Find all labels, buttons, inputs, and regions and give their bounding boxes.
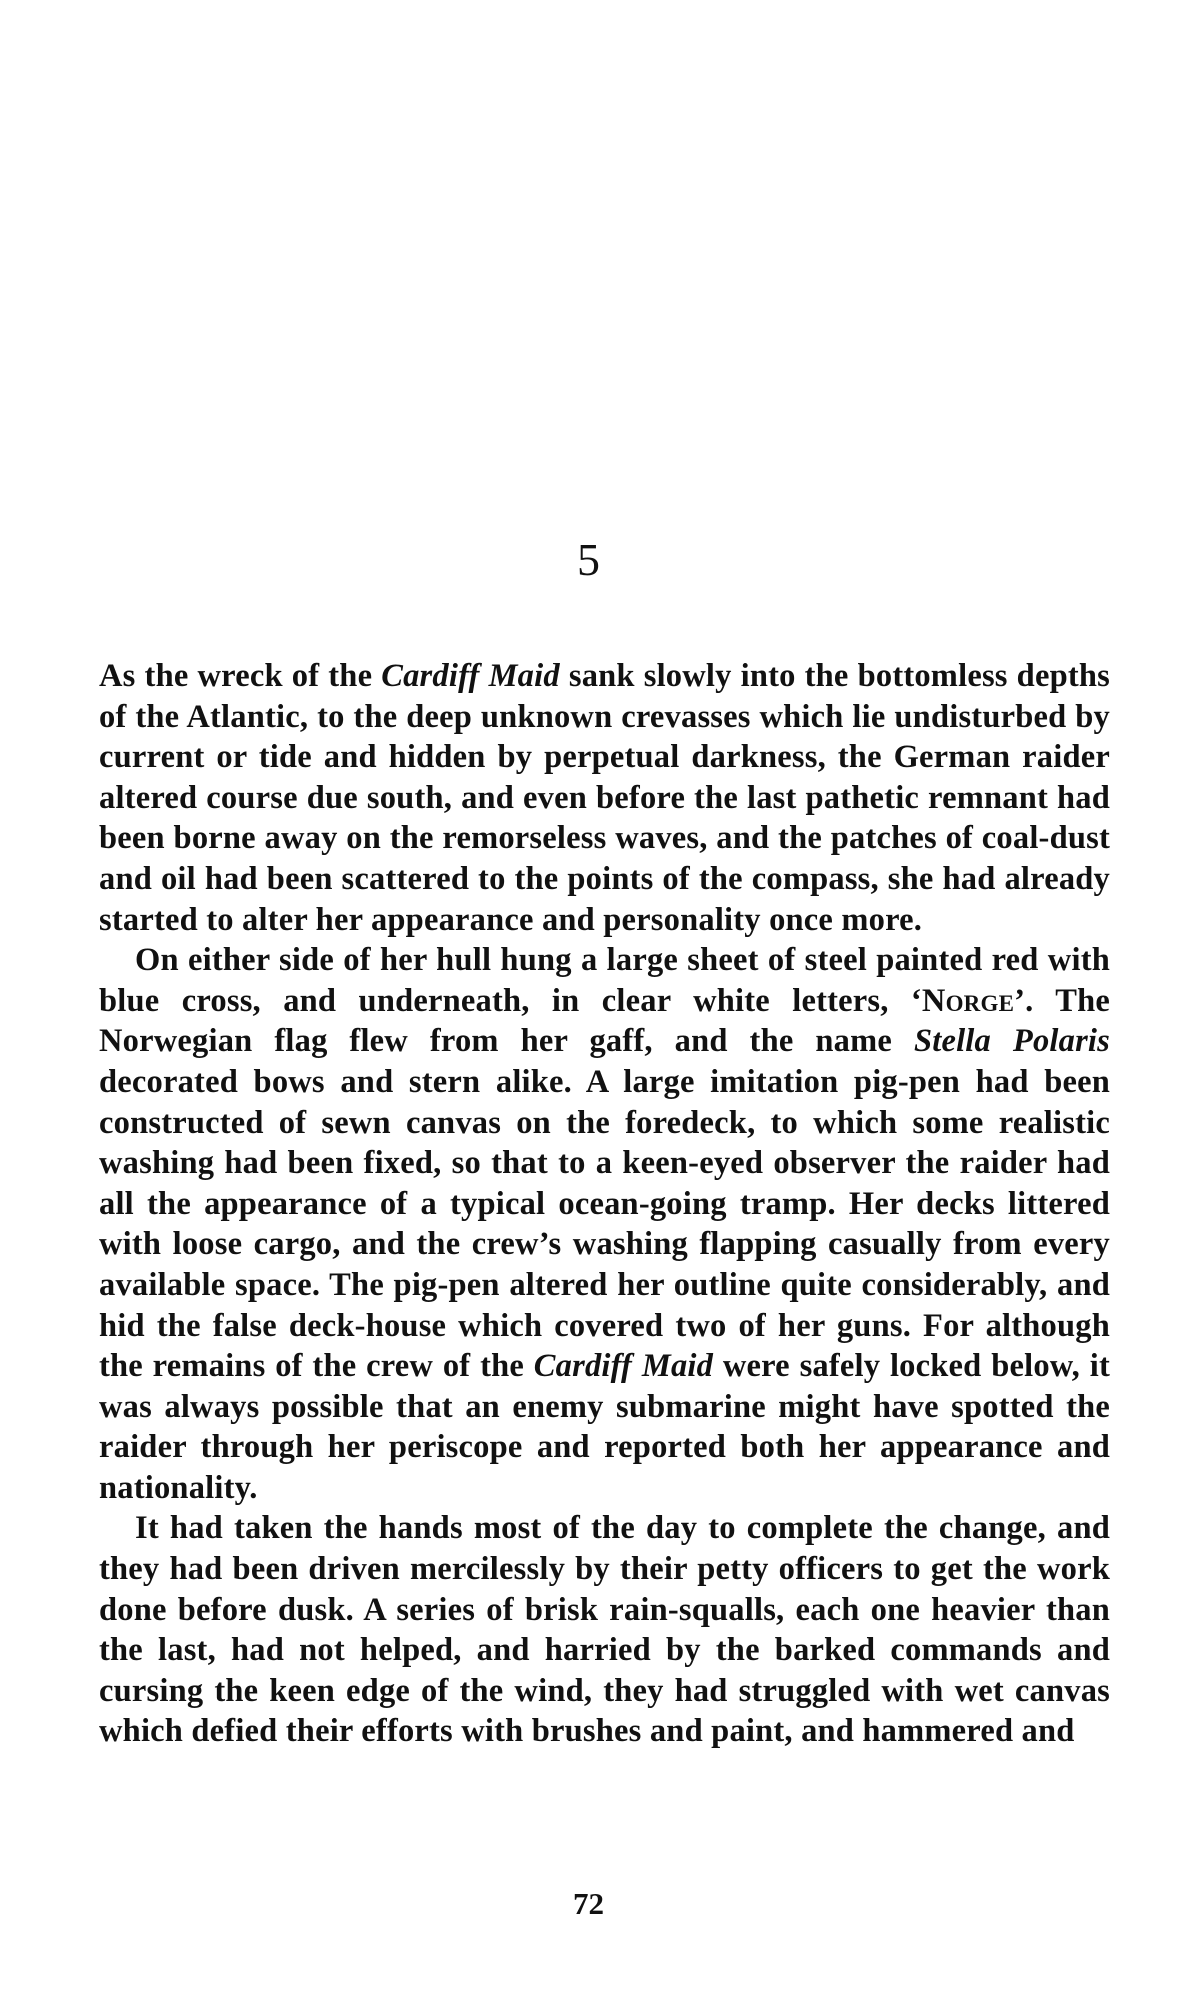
text-segment: decorated bows and stern alike. A large imitation pig-pen had been constructed of sewn canvas on the foredeck, to which some realistic washing had been fixed, so that to a keen-eyed observer the raider had all the appearance of a typical ocean-going tramp. Her decks littered with loose cargo, and the crew’s washing flapping casually from every available space. The pig-pen altered her outline quite considerably, and hid the false deck-house which covered two of her guns. For although the remains of the crew of the xyxy=(99,1063,1110,1385)
page-number: 72 xyxy=(573,1886,604,1921)
text-segment: sank slowly into the bottomless depths of the Atlantic, to the deep unknown crevasses which lie undisturbed by current or tide and hidden by perpetual darkness, the German raider altered course due south, and even before the last pathetic remnant had been borne away on the remorseless waves, and the patches of coal-dust and oil had been scattered to the points of the compass, she had already started to alter her appearance and personality once more. xyxy=(99,658,1110,938)
text-segment: ’. The Norwegian flag flew from her gaff, and the name xyxy=(99,982,1110,1060)
chapter-body-text xyxy=(99,656,1110,1752)
text-segment: were safely locked below, it was always possible that an enemy submarine might have spotted the raider through her periscope and reported both her appearance and nationality. xyxy=(99,1348,1110,1506)
paragraph-3 xyxy=(99,1508,1110,1752)
paragraph-1 xyxy=(99,656,1110,940)
paragraph-2 xyxy=(99,940,1110,1508)
ship-name-cardiff-maid: Cardiff Maid xyxy=(381,658,560,694)
ship-name-cardiff-maid: Cardiff Maid xyxy=(533,1348,714,1385)
ship-name-stella-polaris: Stella Polaris xyxy=(913,1023,1110,1060)
text-segment: As the wreck of the xyxy=(99,658,382,694)
chapter-number: 5 xyxy=(577,534,600,585)
flag-lettering-norge: Norge xyxy=(921,982,1015,1019)
text-segment: It had taken the hands most of the day to complete the change, and they had been driven mercilessly by their petty officers to get the work done before dusk. A series of brisk rain-squalls, each one heavier than the last, had not helped, and harried by the barked commands and cursing the keen edge of the wind, they had struggled with wet canvas which defied their efforts with brushes and paint, and hammered and xyxy=(99,1510,1110,1750)
text-segment: On either side of her hull hung a large sheet of steel painted red with blue cross, and underneath, in clear white letters, ‘ xyxy=(99,942,1110,1019)
